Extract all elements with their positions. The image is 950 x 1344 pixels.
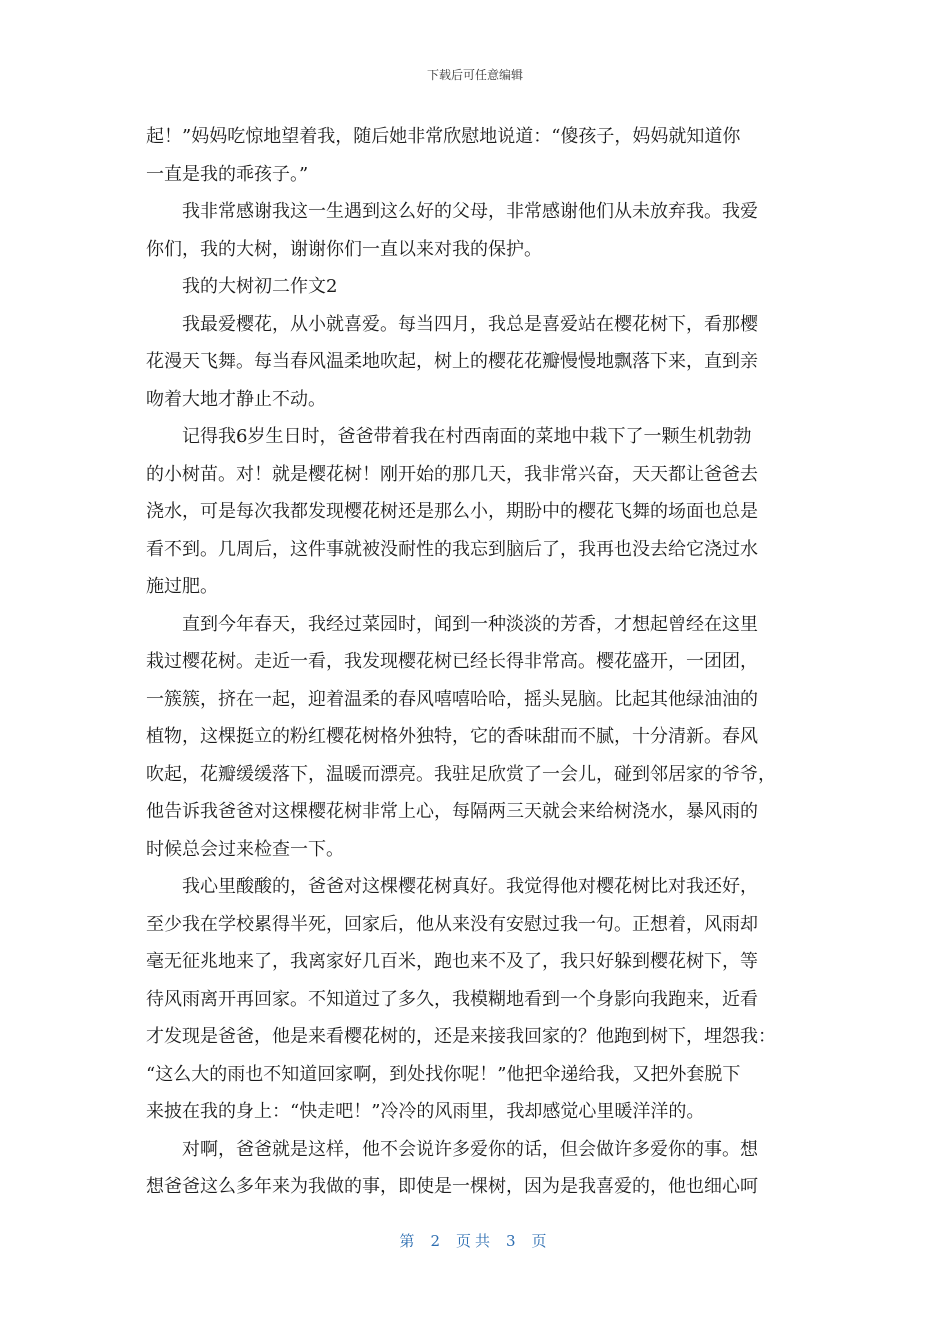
paragraph-start: 直到今年春天，我经过菜园时，闻到一种淡淡的芳香，才想起曾经在这里 xyxy=(182,613,758,635)
document-body xyxy=(146,118,804,1206)
text-line: 你们，我的大树，谢谢你们一直以来对我的保护。 xyxy=(146,238,542,260)
paragraph-start: 对啊，爸爸就是这样，他不会说许多爱你的话，但会做许多爱你的事。想 xyxy=(182,1138,758,1160)
text-line: 毫无征兆地来了，我离家好几百米，跑也来不及了，我只好躲到樱花树下，等 xyxy=(146,951,758,972)
page-label-suffix: 页 xyxy=(531,1232,551,1250)
page-footer xyxy=(0,1230,950,1251)
text-line: 看不到。几周后，这件事就被没耐性的我忘到脑后了，我再也没去给它浇过水 xyxy=(146,538,758,560)
paragraph-start: 我非常感谢我这一生遇到这么好的父母，非常感谢他们从未放弃我。我爱 xyxy=(182,201,758,222)
text-line: 一簇簇，挤在一起，迎着温柔的春风嘻嘻哈哈，摇头晃脑。比起其他绿油油的 xyxy=(146,688,758,710)
text-line: 的小树苗。对！就是樱花树！刚开始的那几天，我非常兴奋，天天都让爸爸去 xyxy=(146,463,758,485)
paragraph-start: 我最爱樱花，从小就喜爱。每当四月，我总是喜爱站在樱花树下，看那樱 xyxy=(182,313,758,335)
page-total: 3 xyxy=(506,1232,520,1250)
page-label-middle: 页共 xyxy=(455,1232,494,1250)
page-number: 2 xyxy=(430,1232,444,1250)
text-line: “这么大的雨也不知道回家啊，到处找你呢！”他把伞递给我，又把外套脱下 xyxy=(146,1063,741,1085)
text-line: 至少我在学校累得半死，回家后，他从来没有安慰过我一句。正想着，风雨却 xyxy=(146,913,758,935)
text-line: 起！”妈妈吃惊地望着我，随后她非常欣慰地说道：“傻孩子，妈妈就知道你 xyxy=(146,126,741,147)
text-line: 他告诉我爸爸对这棵樱花树非常上心，每隔两三天就会来给树浇水，暴风雨的 xyxy=(146,801,758,822)
text-line: 浇水，可是每次我都发现樱花树还是那么小，期盼中的樱花飞舞的场面也总是 xyxy=(146,501,758,522)
text-line: 植物，这棵挺立的粉红樱花树格外独特，它的香味甜而不腻，十分清新。春风 xyxy=(146,726,758,747)
paragraph-start: 我心里酸酸的，爸爸对这棵樱花树真好。我觉得他对樱花树比对我还好， xyxy=(182,876,758,897)
text-line: 才发现是爸爸，他是来看樱花树的，还是来接我回家的？他跑到树下，埋怨我： xyxy=(146,1026,776,1047)
text-line: 栽过樱花树。走近一看，我发现樱花树已经长得非常高。樱花盛开，一团团， xyxy=(146,651,758,672)
text-line: 吹起，花瓣缓缓落下，温暖而漂亮。我驻足欣赏了一会儿，碰到邻居家的爷爷， xyxy=(146,763,776,785)
text-line: 待风雨离开再回家。不知道过了多久，我模糊地看到一个身影向我跑来，近看 xyxy=(146,988,758,1010)
text-line: 来披在我的身上：“快走吧！”冷冷的风雨里，我却感觉心里暖洋洋的。 xyxy=(146,1101,705,1122)
paragraph-start: 记得我6岁生日时，爸爸带着我在村西南面的菜地中栽下了一颗生机勃勃 xyxy=(182,426,752,447)
text-line: 时候总会过来检查一下。 xyxy=(146,838,344,860)
text-line: 一直是我的乖孩子。” xyxy=(146,163,309,185)
page-label-prefix: 第 xyxy=(399,1232,419,1250)
text-line: 施过肥。 xyxy=(146,576,218,597)
text-line: 花漫天飞舞。每当春风温柔地吹起，树上的樱花花瓣慢慢地飘落下来，直到亲 xyxy=(146,351,758,372)
text-line: 想爸爸这么多年来为我做的事，即使是一棵树，因为是我喜爱的，他也细心呵 xyxy=(146,1176,758,1197)
page-header: 下载后可任意编辑 xyxy=(426,68,523,82)
text-line: 吻着大地才静止不动。 xyxy=(146,388,326,410)
section-heading: 我的大树初二作文2 xyxy=(182,276,338,297)
